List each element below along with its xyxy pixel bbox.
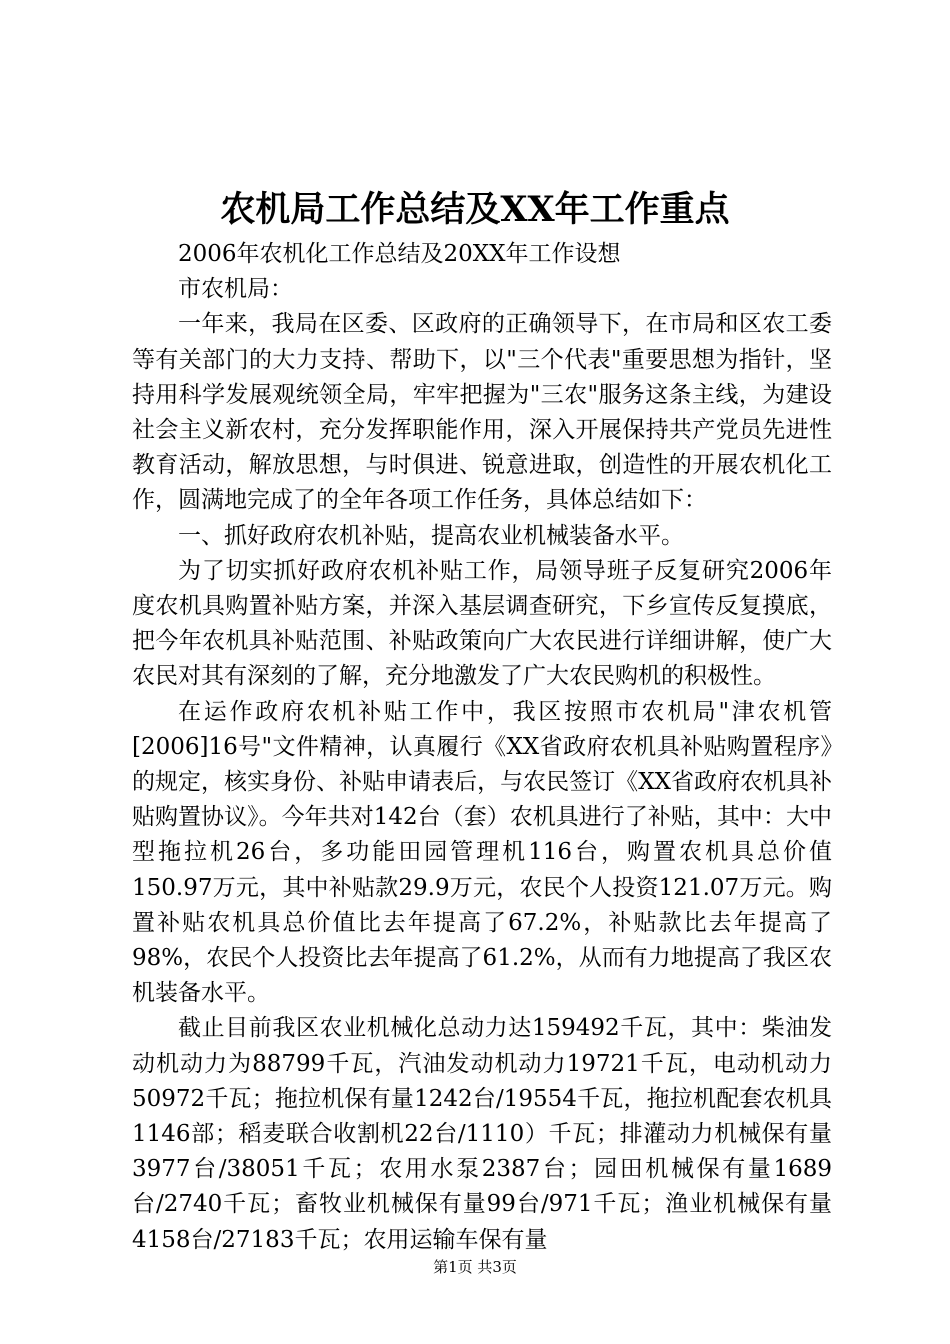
body-paragraph: 在运作政府农机补贴工作中，我区按照市农机局"津农机管[2006]16号"文件精神，认真履行《XX省政府农机具补贴购置程序》的规定，核实身份、补贴申请表后，与农民签订《XX省政府农机具补贴购置协议》。今年共对142台（套）农机具进行了补贴，其中：大中型拖拉机26台，多功能田园管理机116台，购置农机具总价值150.97万元，其中补贴款29.9万元，农民个人投资121.07万元。购置补贴农机具总价值比去年提高了67.2%，补贴款比去年提高了98%，农民个人投资比去年提高了61.2%，从而有力地提高了我区农机装备水平。 [132, 698, 832, 1007]
document-body [132, 237, 832, 1258]
body-paragraph: 为了切实抓好政府农机补贴工作，局领导班子反复研究2006年度农机具购置补贴方案，并深入基层调查研究，下乡宣传反复摸底，把今年农机具补贴范围、补贴政策向广大农民进行详细讲解，使广大农民对其有深刻的了解，充分地激发了广大农民购机的积极性。 [132, 557, 832, 690]
document-title: 农机局工作总结及XX年工作重点 [220, 189, 730, 230]
section-heading: 一、抓好政府农机补贴，提高农业机械装备水平。 [178, 522, 684, 549]
page-footer: 第1页 共3页 [433, 1258, 517, 1276]
recipient-paragraph: 市农机局： [178, 276, 293, 303]
intro-paragraph: 一年来，我局在区委、区政府的正确领导下，在市局和区农工委等有关部门的大力支持、帮助下，以"三个代表"重要思想为指针，坚持用科学发展观统领全局，牢牢把握为"三农"服务这条主线，为建设社会主义新农村，充分发挥职能作用，深入开展保持共产党员先进性教育活动，解放思想，与时俱进、锐意进取，创造性的开展农机化工作，圆满地完成了的全年各项工作任务，具体总结如下： [132, 311, 832, 514]
subtitle-paragraph: 2006年农机化工作总结及20XX年工作设想 [178, 241, 621, 267]
body-paragraph: 截止目前我区农业机械化总动力达159492千瓦，其中：柴油发动机动力为88799千瓦，汽油发动机动力19721千瓦，电动机动力50972千瓦；拖拉机保有量1242台/19554千瓦，拖拉机配套农机具1146部；稻麦联合收割机22台/1110）千瓦；排灌动力机械保有量3977台/38051千瓦；农用水泵2387台；园田机械保有量1689台/2740千瓦；畜牧业机械保有量99台/971千瓦；渔业机械保有量4158台/27183千瓦；农用运输车保有量 [132, 1015, 832, 1253]
